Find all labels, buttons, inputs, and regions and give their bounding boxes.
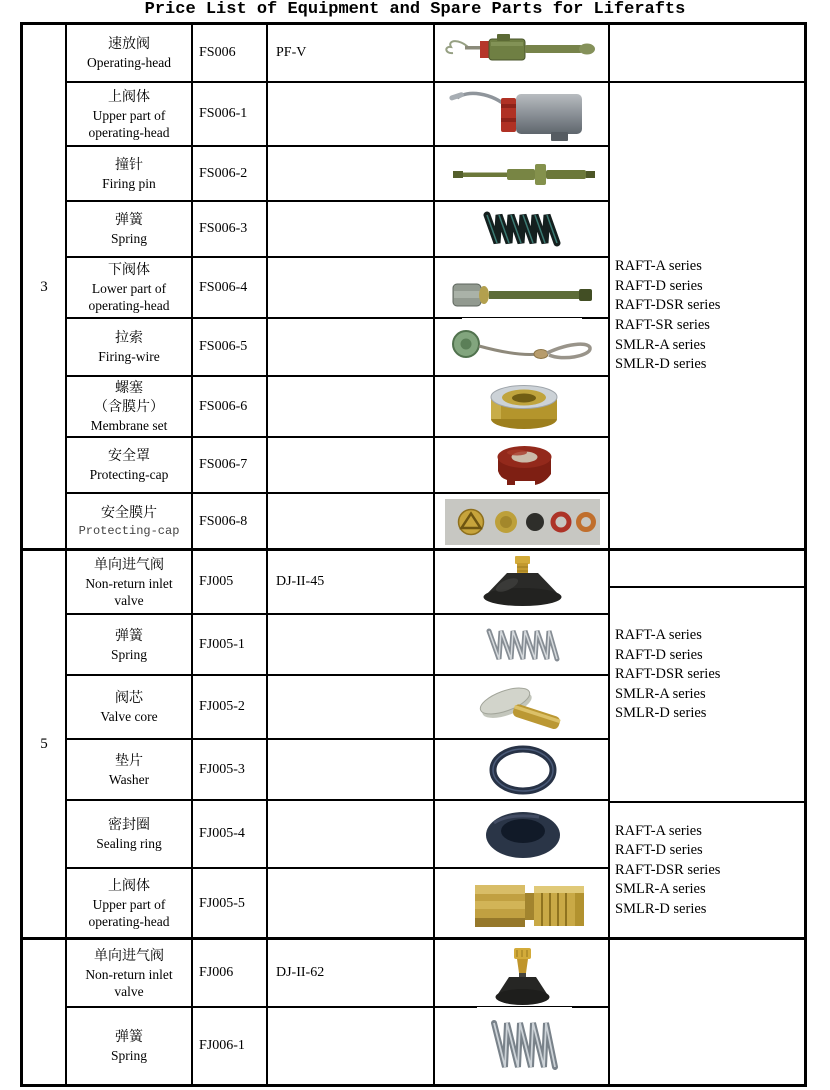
series-entry: SMLR-D series [615,356,707,373]
part-name-en: Upper part of operating-head [88,107,170,140]
part-model-cell: DJ-II-45 [267,550,434,614]
part-code-cell: FS006-6 [192,376,267,437]
series-entry: SMLR-A series [615,881,706,898]
part-name-cell [66,614,192,675]
membrane-set-photo [439,381,604,433]
part-name-cn: 上阀体 [108,879,150,894]
firing-pin-photo [439,153,604,195]
part-model-cell [267,868,434,939]
part-name-en: Firing-wire [98,349,160,364]
series-entry: RAFT-DSR series [615,666,721,683]
part-name-en: Spring [110,646,147,662]
part-name-en: Non-return inlet valve [85,966,173,999]
part-code-cell: FJ006 [192,939,267,1007]
part-name-en: Sealing ring [96,836,162,851]
group-number: 5 [40,736,48,752]
part-photo-cell [434,437,609,493]
series-cell-group5-lower [609,802,805,939]
part-code-cell: FS006-4 [192,257,267,318]
part-name-cn: 安全罩 [108,449,150,464]
part-model-cell [267,614,434,675]
part-name-cn: 密封圈 [108,818,150,833]
sealing-ring-photo [439,805,604,863]
parts-table [20,22,807,1087]
series-entry: SMLR-A series [615,336,706,353]
series-entry: RAFT-A series [615,822,702,839]
page-title: Price List of Equipment and Spare Parts for Liferafts [144,0,686,19]
series-entry: RAFT-A series [615,627,702,643]
part-name-en: Spring [110,1048,147,1063]
part-name-cell [66,82,192,146]
part-photo-cell [434,739,609,800]
brass-coupling-photo [439,872,604,936]
part-model-cell: PF-V [267,24,434,82]
part-name-cn: 垫片 [115,753,143,769]
part-model-cell [267,437,434,493]
part-code-cell: FS006-2 [192,146,267,201]
part-code-cell: FJ005-2 [192,675,267,739]
membrane-kit-photo [439,497,604,547]
inlet-valve-photo [439,553,604,611]
part-photo-cell [434,939,609,1007]
silver-spring-photo [439,621,604,669]
part-name-en: Operating-head [87,55,171,70]
part-name-en: Lower part of operating-head [88,281,170,313]
part-name-cell [66,1007,192,1085]
part-model-cell [267,318,434,376]
inlet-valve-62-photo [439,946,604,1010]
silver-spring-large-photo [439,1011,604,1081]
series-entry: RAFT-D series [615,842,703,859]
part-name-en: Firing pin [102,175,156,191]
part-model-cell [267,493,434,550]
part-name-cell [66,939,192,1007]
part-model-cell [267,739,434,800]
part-photo-cell [434,550,609,614]
part-name-en: Non-return inlet valve [85,575,173,608]
part-name-cn: 上阀体 [108,89,150,105]
part-model-cell [267,675,434,739]
series-entry: RAFT-DSR series [615,861,721,878]
group-number-cell [22,939,66,1085]
group-number: 3 [40,278,48,295]
part-name-cell [66,800,192,868]
part-name-cn: 阀芯 [115,691,143,706]
part-name-en: Protecting-cap [78,523,180,538]
part-code-cell: FS006-1 [192,82,267,146]
part-photo-cell [434,614,609,675]
part-photo-cell [434,493,609,550]
part-name-cn: 撞针 [115,157,143,173]
part-code-cell: FS006-3 [192,201,267,257]
part-code-cell: FS006 [192,24,267,82]
part-name-cn2: （含膜片） [94,400,164,415]
part-photo-cell [434,318,609,376]
part-name-en: Valve core [100,709,158,724]
part-name-cn: 下阀体 [108,263,150,278]
part-name-cell [66,257,192,318]
dark-spring-photo [439,207,604,251]
part-name-cell [66,376,192,437]
part-code-cell: FJ006-1 [192,1007,267,1085]
part-code-cell: FJ005-1 [192,614,267,675]
part-name-en: Spring [110,231,147,246]
part-name-cell [66,739,192,800]
part-model-cell [267,82,434,146]
part-name-cn: 弹簧 [115,1030,143,1045]
part-photo-cell [434,868,609,939]
part-photo-cell [434,800,609,868]
part-model-cell [267,146,434,201]
part-name-cn: 安全膜片 [101,505,157,521]
part-name-cell [66,24,192,82]
part-name-cn: 拉索 [115,331,143,346]
part-code-cell: FJ005-3 [192,739,267,800]
series-entry: RAFT-DSR series [615,297,721,314]
part-code-cell: FS006-8 [192,493,267,550]
series-entry: RAFT-A series [615,258,702,275]
part-name-en: Protecting-cap [89,467,169,482]
part-photo-cell [434,675,609,739]
part-name-cn: 单向进气阀 [94,557,164,573]
part-name-cn: 弹簧 [115,628,143,644]
lower-part-photo [439,270,604,320]
part-name-en: Upper part of operating-head [88,897,170,929]
series-entry: SMLR-A series [615,685,706,702]
part-name-en: Washer [108,771,150,787]
group-number-cell [22,24,66,550]
group-separator [22,548,805,551]
part-code-cell: FJ005 [192,550,267,614]
part-code-cell: FJ005-5 [192,868,267,939]
part-name-cell [66,868,192,939]
part-photo-cell [434,1007,609,1085]
series-cell-empty [609,939,805,1085]
part-name-cell [66,675,192,739]
part-model-cell [267,376,434,437]
part-name-en: Membrane set [90,418,168,433]
part-photo-cell [434,24,609,82]
series-cell-group5-upper [609,587,805,802]
upper-part-photo [439,86,604,142]
part-photo-cell [434,201,609,257]
washer-photo [439,744,604,796]
part-name-cell [66,146,192,201]
series-entry: SMLR-D series [615,900,707,917]
part-name-cn: 速放阀 [108,37,150,52]
part-model-cell [267,201,434,257]
part-name-cn: 螺塞 [115,381,143,396]
series-entry: RAFT-SR series [615,317,710,333]
series-cell-empty [609,24,805,82]
firing-wire-photo [439,322,604,372]
part-model-cell: DJ-II-62 [267,939,434,1007]
part-name-cn: 弹簧 [115,213,143,228]
group-number-cell [22,550,66,939]
part-model-cell [267,1007,434,1085]
part-code-cell: FJ005-4 [192,800,267,868]
part-name-cell [66,437,192,493]
series-entry: RAFT-D series [615,277,703,294]
part-name-cell [66,201,192,257]
series-cell-empty [609,550,805,587]
operating-head-photo [439,30,604,76]
series-entry: SMLR-D series [615,705,707,722]
part-code-cell: FS006-5 [192,318,267,376]
part-photo-cell [434,82,609,146]
part-code-cell: FS006-7 [192,437,267,493]
part-photo-cell [434,376,609,437]
part-name-cell [66,318,192,376]
part-name-cn: 单向进气阀 [94,948,164,964]
part-photo-cell [434,257,609,318]
part-name-cell [66,493,192,550]
group-separator [22,937,805,940]
valve-core-photo [439,679,604,735]
part-model-cell [267,257,434,318]
series-entry: RAFT-D series [615,646,703,663]
part-model-cell [267,800,434,868]
series-cell-group3 [609,82,805,550]
protecting-cap-photo [439,441,604,489]
part-name-cell [66,550,192,614]
part-photo-cell [434,146,609,201]
